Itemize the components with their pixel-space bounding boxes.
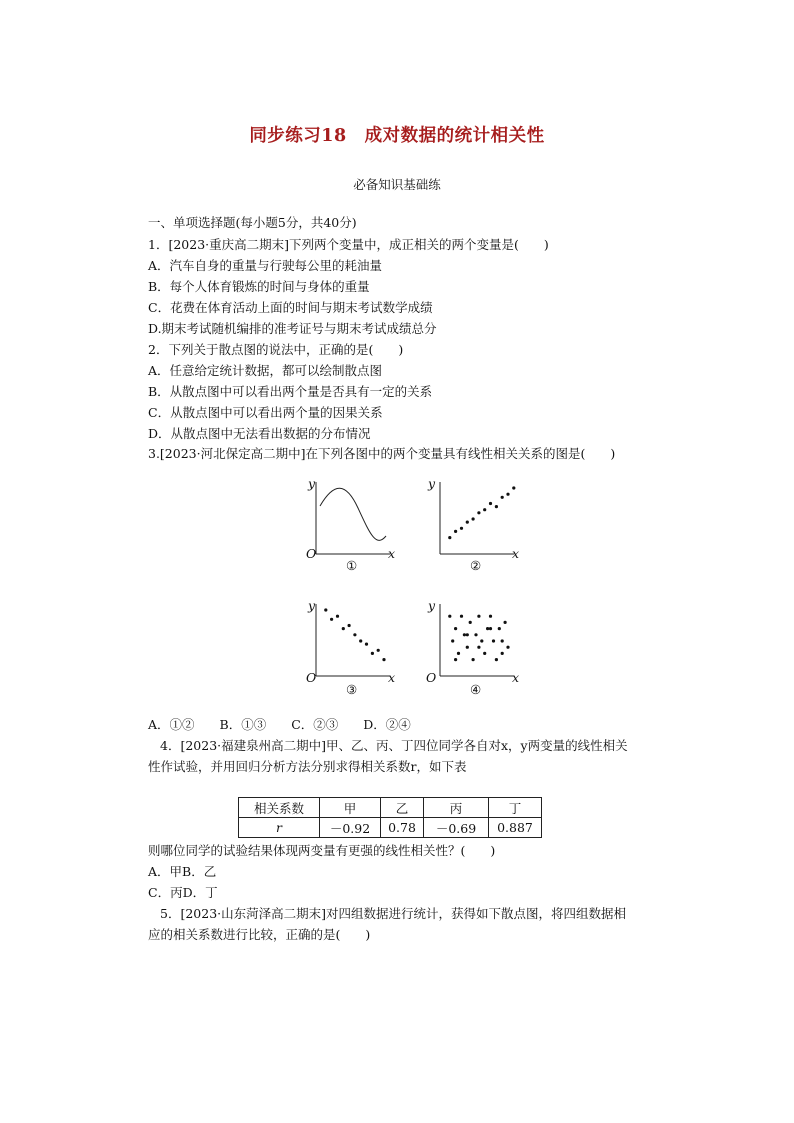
q4-stem-line1: 4．[2023·福建泉州高二期中]甲、乙、丙、丁四位同学各自对x，y两变量的线性相关 <box>160 738 628 753</box>
table-cell: －0.69 <box>424 818 489 838</box>
table-cell: －0.92 <box>320 818 381 838</box>
scatter-point <box>466 633 469 636</box>
q3-options: A．①② B．①③ C．②③ D．②④ <box>148 717 411 732</box>
plot-3-svg <box>306 600 396 682</box>
scatter-point <box>483 652 486 655</box>
plot-2-number: ② <box>470 558 482 573</box>
scatter-point <box>342 627 345 630</box>
scatter-point <box>466 521 469 524</box>
plot-4-number: ④ <box>470 682 482 697</box>
q2-stem: 2．下列关于散点图的说法中，正确的是( ) <box>148 342 404 357</box>
table-cell: r <box>239 818 320 838</box>
table-header-cell: 丁 <box>489 798 542 818</box>
scatter-point <box>492 639 495 642</box>
plot-2-y-label: y <box>428 476 436 491</box>
scatter-point <box>477 511 480 514</box>
scatter-point <box>486 627 489 630</box>
plot-3-number: ③ <box>346 682 358 697</box>
plot-1 <box>306 476 396 573</box>
q4-question: 则哪位同学的试验结果体现两变量有更强的线性相关性？( ) <box>148 843 496 858</box>
scatter-point <box>489 627 492 630</box>
scatter-point <box>506 646 509 649</box>
plot-1-origin: O <box>306 546 317 561</box>
scatter-point <box>448 536 451 539</box>
scatter-point <box>365 643 368 646</box>
scatter-point <box>489 615 492 618</box>
scatter-point <box>495 658 498 661</box>
table-cell: 0.887 <box>489 818 542 838</box>
q1-option-a: A．汽车自身的重量与行驶每公里的耗油量 <box>148 258 383 273</box>
scatter-point <box>463 633 466 636</box>
scatter-point <box>454 627 457 630</box>
scatter-point <box>336 615 339 618</box>
q4-option-ab: A．甲B．乙 <box>148 864 217 879</box>
plot-1-y-label: y <box>308 476 316 491</box>
scatter-point <box>504 621 507 624</box>
section-subtitle: 必备知识基础练 <box>353 177 441 192</box>
scatter-point <box>512 486 515 489</box>
q4-stem-line2: 性作试验，并用回归分析方法分别求得相关系数r，如下表 <box>148 759 467 774</box>
scatter-point <box>454 530 457 533</box>
q1-option-d: D.期末考试随机编排的准考证号与期末考试成绩总分 <box>148 321 437 336</box>
scatter-point <box>451 639 454 642</box>
scatter-point <box>359 639 362 642</box>
scatter-point <box>469 621 472 624</box>
table-cell: 0.78 <box>381 818 424 838</box>
scatter-point <box>472 517 475 520</box>
scatter-point <box>489 502 492 505</box>
q5-stem-line1: 5．[2023·山东菏泽高二期末]对四组数据进行统计，获得如下散点图，将四组数据相 <box>160 906 626 921</box>
table-header-cell: 乙 <box>381 798 424 818</box>
q2-option-c: C．从散点图中可以看出两个量的因果关系 <box>148 405 383 420</box>
table-header-row <box>239 798 542 818</box>
scatter-point <box>501 639 504 642</box>
scatter-point <box>477 646 480 649</box>
scatter-point <box>460 527 463 530</box>
scatter-point <box>480 639 483 642</box>
plot-3-x-label: x <box>388 670 396 685</box>
q1-option-c: C．花费在体育活动上面的时间与期末考试数学成绩 <box>148 300 433 315</box>
scatter-point <box>324 608 327 611</box>
plot-4 <box>426 598 520 697</box>
plot-3-origin: O <box>306 670 317 685</box>
q5-stem-line2: 应的相关系数进行比较，正确的是( ) <box>148 927 371 942</box>
scatter-point <box>382 658 385 661</box>
scatter-point <box>466 646 469 649</box>
plot-4-origin: O <box>426 670 437 685</box>
plot-2-x-label: x <box>512 546 520 561</box>
table-header-cell: 丙 <box>424 798 489 818</box>
scatter-point <box>498 627 501 630</box>
plot-1-x-label: x <box>388 546 396 561</box>
scatter-point <box>483 508 486 511</box>
table-header-cell: 相关系数 <box>239 798 320 818</box>
plot-3 <box>306 598 396 697</box>
page-title: 同步练习18 成对数据的统计相关性 <box>249 126 545 146</box>
plot-4-y-label: y <box>428 598 436 613</box>
section-heading: 一、单项选择题(每小题5分，共40分) <box>148 215 357 230</box>
plot-2-svg <box>430 478 520 560</box>
table-row <box>239 818 542 838</box>
table-header-cell: 甲 <box>320 798 381 818</box>
plot-1-curve <box>320 488 386 540</box>
q1-stem: 1．[2023·重庆高二期末]下列两个变量中，成正相关的两个变量是( ) <box>148 237 549 252</box>
scatter-point <box>448 615 451 618</box>
scatter-point <box>377 649 380 652</box>
scatter-point <box>495 505 498 508</box>
plot-1-number: ① <box>346 558 358 573</box>
scatter-point <box>371 652 374 655</box>
plot-1-svg <box>306 478 396 560</box>
scatter-point <box>353 633 356 636</box>
scatter-point <box>460 615 463 618</box>
scatter-point <box>454 658 457 661</box>
scatter-point <box>330 618 333 621</box>
correlation-table <box>238 797 542 838</box>
plot-2 <box>428 476 520 573</box>
scatter-point <box>477 615 480 618</box>
scatter-point <box>501 652 504 655</box>
q2-option-d: D．从散点图中无法看出数据的分布情况 <box>148 426 371 441</box>
plot-4-x-label: x <box>512 670 520 685</box>
scatter-point <box>506 493 509 496</box>
q1-option-b: B．每个人体育锻炼的时间与身体的重量 <box>148 279 370 294</box>
scatter-point <box>501 496 504 499</box>
scatter-point <box>474 633 477 636</box>
scatter-point <box>348 624 351 627</box>
scatter-point <box>457 652 460 655</box>
q2-option-b: B．从散点图中可以看出两个量是否具有一定的关系 <box>148 384 433 399</box>
q4-option-cd: C．丙D．丁 <box>148 885 218 900</box>
scatter-point <box>472 658 475 661</box>
q2-option-a: A．任意给定统计数据，都可以绘制散点图 <box>148 363 383 378</box>
plot-3-y-label: y <box>308 598 316 613</box>
plot-4-svg <box>430 600 520 682</box>
q3-stem: 3.[2023·河北保定高二期中]在下列各图中的两个变量具有线性相关关系的图是( ) <box>148 446 616 461</box>
